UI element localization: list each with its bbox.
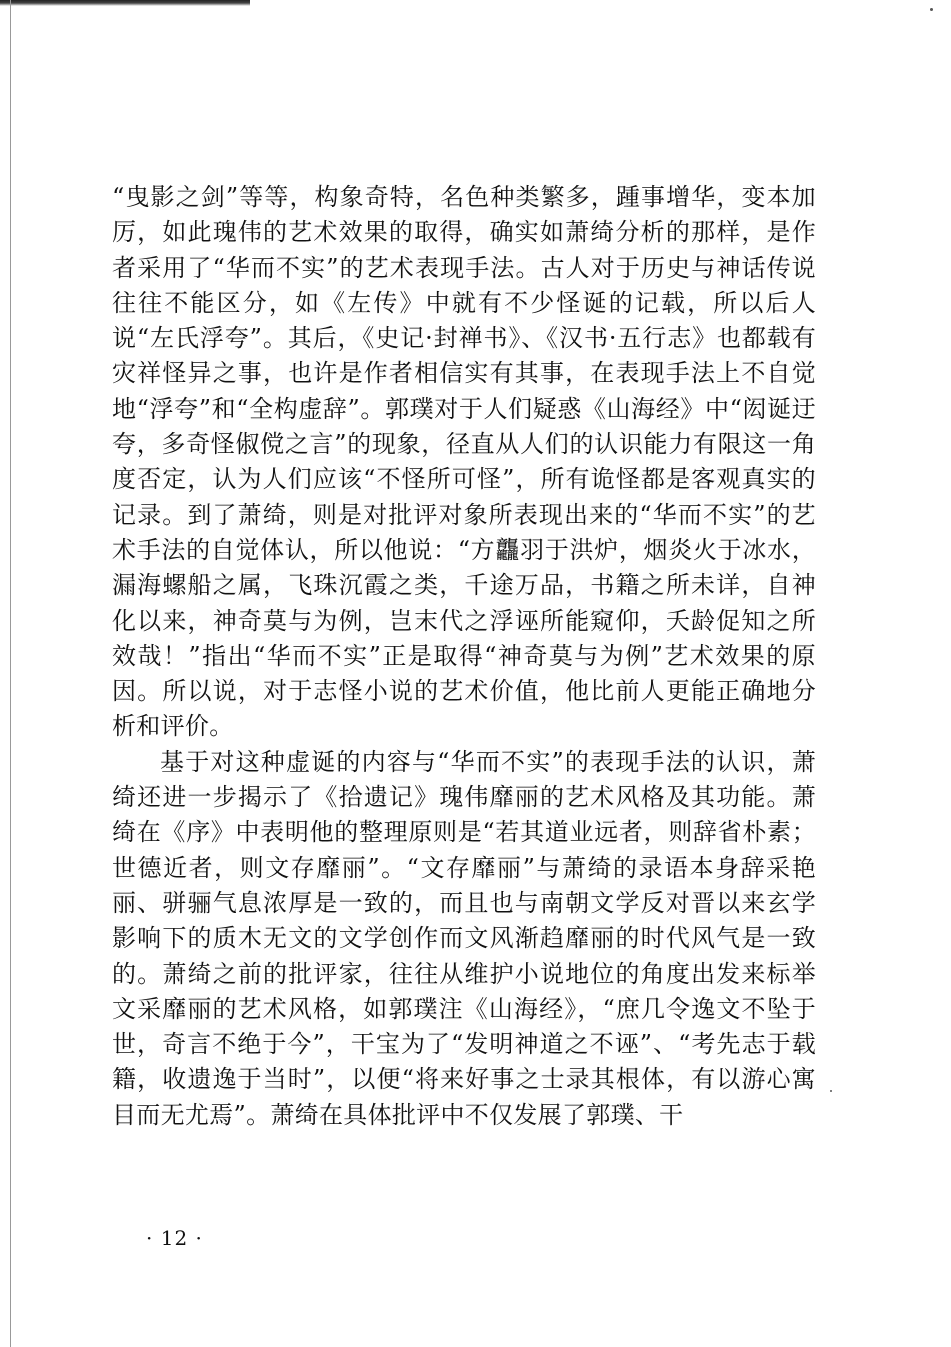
scan-speck — [930, 8, 933, 11]
paragraph-1: “曳影之剑”等等，构象奇特，名色种类繁多，踵事增华，变本加厉，如此瑰伟的艺术效果的取得，确实如萧绮分析的那样，是作者采用了“华而不实”的艺术表现手法。古人对于历史与神话传说往往不能区分，如《左传》中就有不少怪诞的记载，所以后人说“左氏浮夸”。其后，《史记·封禅书》、《汉书·五行志》也都载有灾祥怪异之事，也许是作者相信实有其事，在表现手法上不自觉地“浮夸”和“全构虚辞”。郭璞对于人们疑惑《山海经》中“闳诞迂夸，多奇怪俶傥之言”的现象，径直从人们的认识能力有限这一角度否定，认为人们应该“不怪所可怪”，所有诡怪都是客观真实的记录。到了萧绮，则是对批评对象所表现出来的“华而不实”的艺术手法的自觉体认，所以他说：“方龘羽于洪炉，烟炎火于冰水，漏海螺船之属，飞珠沉霞之类，千途万品，书籍之所未详，自神化以来，神奇莫与为例，岂末代之浮诬所能窥仰，夭龄促知之所效哉！”指出“华而不实”正是取得“神奇莫与为例”艺术效果的原因。所以说，对于志怪小说的艺术价值，他比前人更能正确地分析和评价。 — [112, 183, 816, 741]
scan-top-edge — [0, 0, 250, 6]
paragraph-2: 基于对这种虚诞的内容与“华而不实”的表现手法的认识，萧绮还进一步揭示了《拾遗记》瑰伟靡丽的艺术风格及其功能。萧绮在《序》中表明他的整理原则是“若其道业远者，则辞省朴素；世德近者，则文存靡丽”。“文存靡丽”与萧绮的录语本身辞采艳丽、骈骊气息浓厚是一致的，而且也与南朝文学反对晋以来玄学影响下的质木无文的文学创作而文风渐趋靡丽的时代风气是一致的。萧绮之前的批评家，往往从维护小说地位的角度出发来标举文采靡丽的艺术风格，如郭璞注《山海经》，“庶几令逸文不坠于世，奇言不绝于今”，干宝为了“发明神道之不诬”、“考先志于载籍，收遗逸于当时”，以便“将来好事之士录其根体，有以游心寓目而无尤焉”。萧绮在具体批评中不仅发展了郭璞、干 — [112, 747, 816, 1129]
page-body — [112, 180, 816, 1133]
scan-left-edge — [10, 0, 11, 1347]
scan-speck — [830, 1090, 832, 1092]
page-number: · 12 · — [146, 1226, 203, 1250]
